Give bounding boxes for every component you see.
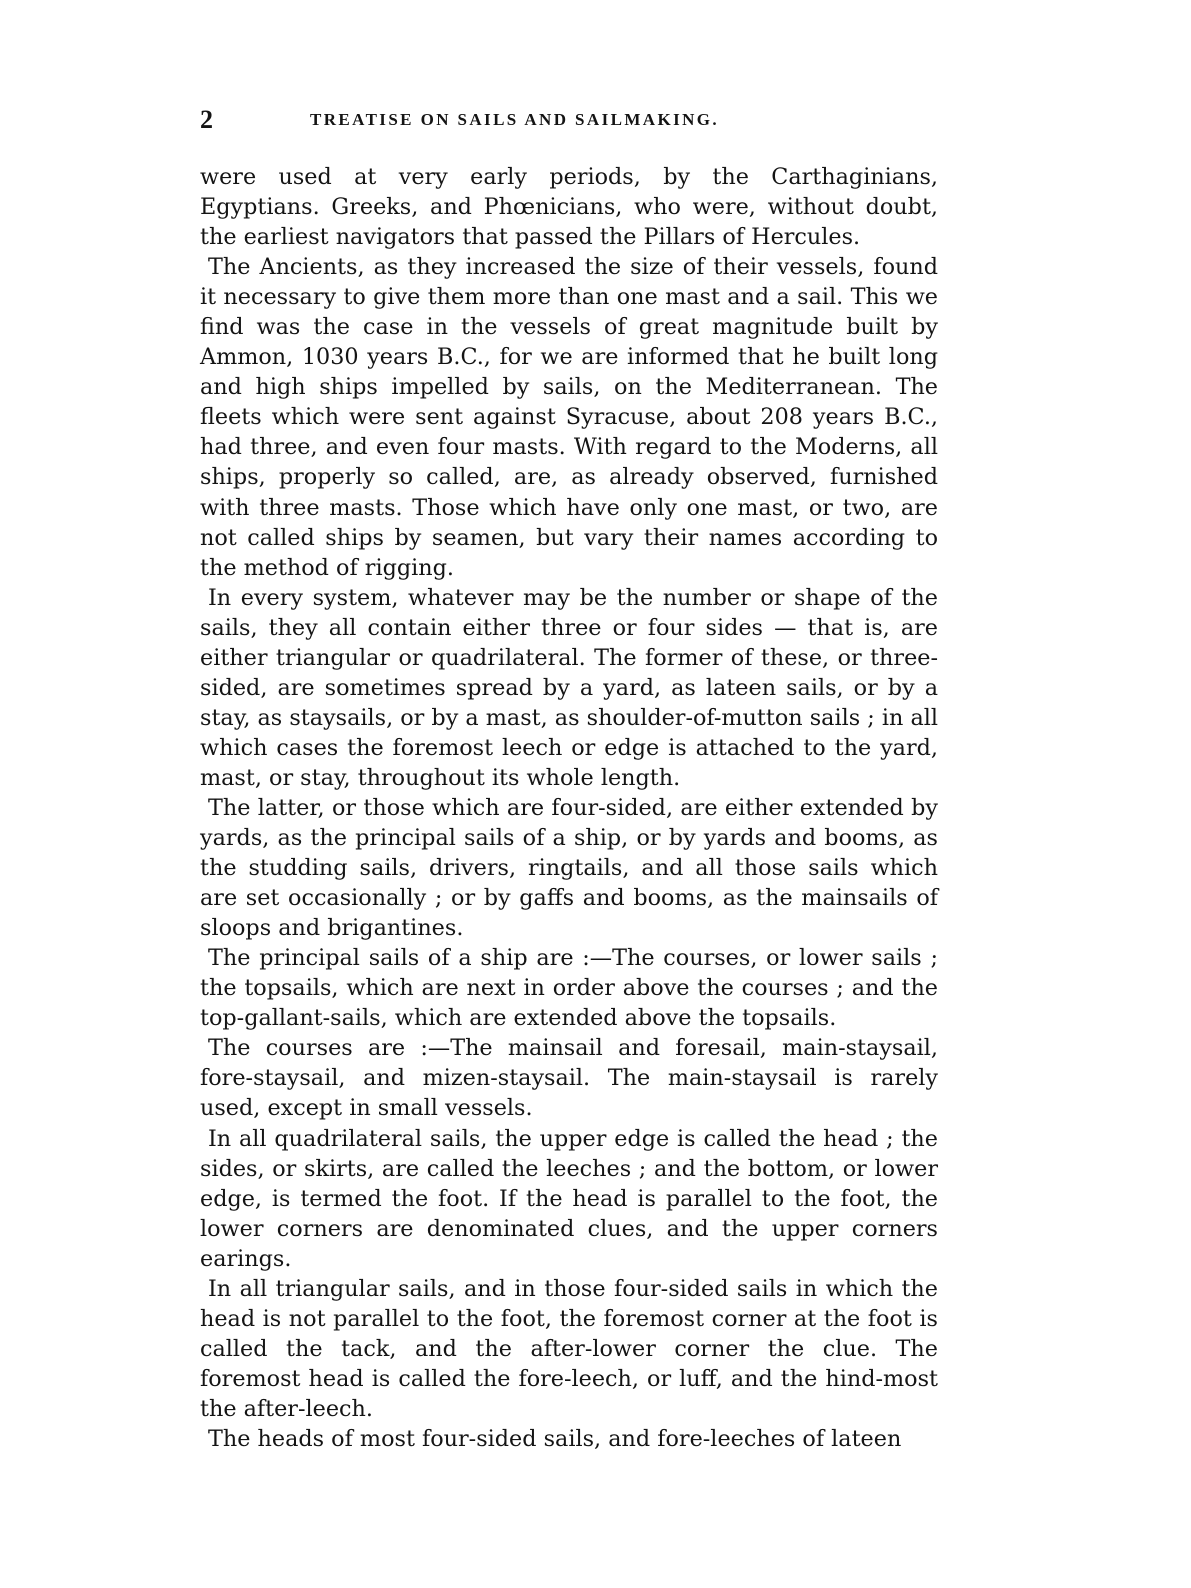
paragraph-4: The latter, or those which are four-sided, are either extended by yards, as the principal sails of a ship, or by yards and booms, as the studding sails, drivers, ringtails, and all those sails which are set occasionally ; or by gaffs and booms, as the mainsails of sloops and brigantines. [200,794,938,942]
paragraph-9: The heads of most four-sided sails, and fore-leeches of lateen [208,1425,902,1452]
running-head: TREATISE ON SAILS AND SAILMAKING. [310,110,720,129]
paragraph-3: In every system, whatever may be the number or shape of the sails, they all contain either three or four sides — that is, are either triangular or quadrilateral. The former of these, or three-sided, are sometimes spread by a yard, as lateen sails, or by a stay, as staysails, or by a mast, as shoulder-of-mutton sails ; in all which cases the foremost leech or edge is attached to the yard, mast, or stay, throughout its whole length. [200,584,938,791]
page-number: 2 [200,105,213,134]
paragraph-1: were used at very early periods, by the Carthaginians, Egyptians. Greeks, and Phœnicians, who were, without doubt, the earliest navigators that passed the Pillars of Hercules. [200,164,938,251]
paragraph-7: In all quadrilateral sails, the upper edge is called the head ; the sides, or skirts, are called the leeches ; and the bottom, or lower edge, is termed the foot. If the head is parallel to the foot, the lower corners are denominated clues, and the upper corners earings. [200,1125,938,1272]
paragraph-5: The principal sails of a ship are :—The courses, or lower sails ; the topsails, which are next in order above the courses ; and the top-gallant-sails, which are extended above the topsails. [200,945,938,1032]
paragraph-8: In all triangular sails, and in those four-sided sails in which the head is not parallel to the foot, the foremost corner at the foot is called the tack, and the after-lower corner the clue. The foremost head is called the fore-leech, or luff, and the hind-most the after-leech. [200,1275,938,1422]
paragraph-6: The courses are :—The mainsail and foresail, main-staysail, fore-staysail, and mizen-staysail. The main-staysail is rarely used, except in small vessels. [200,1035,938,1122]
paragraph-2: The Ancients, as they increased the size of their vessels, found it necessary to give them more than one mast and a sail. This we find was the case in the vessels of great magnitude built by Ammon, 1030 years B.C., for we are informed that he built long and high ships impelled by sails, on the Mediterranean. The fleets which were sent against Syracuse, about 208 years B.C., had three, and even four masts. With regard to the Moderns, all ships, properly so called, are, as already observed, furnished with three masts. Those which have only one mast, or two, are not called ships by seamen, but vary their names according to the method of rigging. [200,254,938,581]
page-header [200,102,940,138]
body-text [200,162,938,1454]
